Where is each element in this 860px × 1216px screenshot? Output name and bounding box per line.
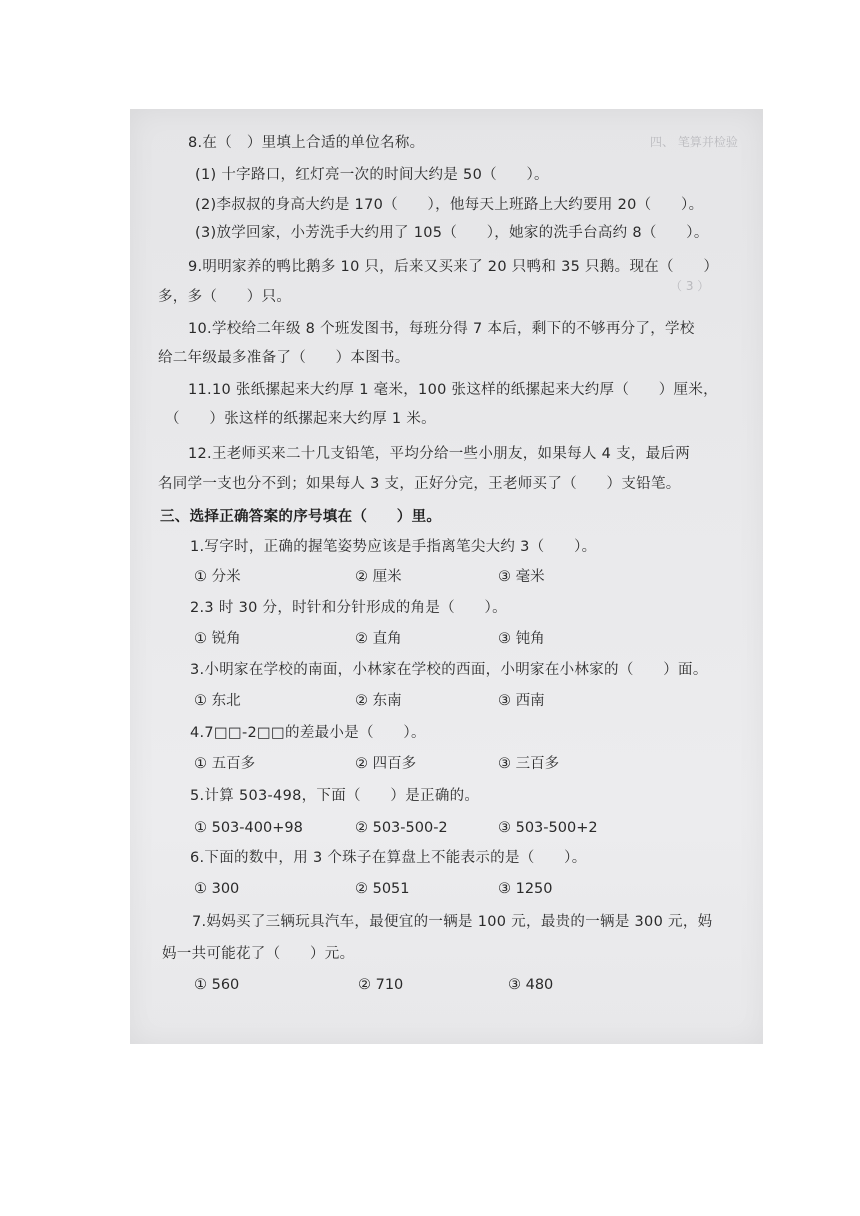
choice-q2-option-1: ① 锐角 xyxy=(194,631,241,647)
q12-line1: 12.王老师买来二十几支铅笔，平均分给一些小朋友，如果每人 4 支，最后两 xyxy=(188,446,691,462)
choice-q4: 4.7□□-2□□的差最小是（ ）。 xyxy=(190,725,426,741)
choice-q1: 1.写字时，正确的握笔姿势应该是手指离笔尖大约 3（ ）。 xyxy=(190,539,597,555)
choice-q3: 3.小明家在学校的南面，小林家在学校的西面，小明家在小林家的（ ）面。 xyxy=(190,662,708,678)
choice-q7-option-1: ① 560 xyxy=(194,977,240,993)
choice-q4-option-3: ③ 三百多 xyxy=(498,756,560,772)
choice-q2-option-3: ③ 钝角 xyxy=(498,631,545,647)
q12-line2: 名同学一支也分不到；如果每人 3 支，正好分完，王老师买了（ ）支铅笔。 xyxy=(158,476,681,492)
q8-title: 8.在（ ）里填上合适的单位名称。 xyxy=(188,135,425,151)
choice-q5: 5.计算 503-498，下面（ ）是正确的。 xyxy=(190,788,480,804)
choice-q5-option-1: ① 503-400+98 xyxy=(194,820,303,836)
q11-line1: 11.10 张纸摞起来大约厚 1 毫米，100 张这样的纸摞起来大约厚（ ）厘米， xyxy=(188,382,718,398)
choice-q5-option-3: ③ 503-500+2 xyxy=(498,820,598,836)
choice-q2-option-2: ② 直角 xyxy=(355,631,402,647)
choice-q6-option-3: ③ 1250 xyxy=(498,881,553,897)
q8-sub2: (2)李叔叔的身高大约是 170（ ），他每天上班路上大约要用 20（ ）。 xyxy=(195,197,704,213)
choice-q2: 2.3 时 30 分，时针和分针形成的角是（ ）。 xyxy=(190,600,507,616)
choice-q1-option-2: ② 厘米 xyxy=(355,569,402,585)
q10-line1: 10.学校给二年级 8 个班发图书，每班分得 7 本后，剩下的不够再分了，学校 xyxy=(188,321,695,337)
choice-q6-option-1: ① 300 xyxy=(194,881,240,897)
q9-line1: 9.明明家养的鸭比鹅多 10 只，后来又买来了 20 只鸭和 35 只鹅。现在（ ） xyxy=(188,259,719,275)
q11-line2: （ ）张这样的纸摞起来大约厚 1 米。 xyxy=(165,411,436,427)
choice-q5-option-2: ② 503-500-2 xyxy=(355,820,448,836)
choice-q1-option-1: ① 分米 xyxy=(194,569,241,585)
choice-q7-option-2: ② 710 xyxy=(358,977,404,993)
choice-q4-option-2: ② 四百多 xyxy=(355,756,417,772)
choice-q3-option-1: ① 东北 xyxy=(194,693,241,709)
section-3-heading: 三、选择正确答案的序号填在（ ）里。 xyxy=(160,509,442,525)
q8-sub1: (1) 十字路口，红灯亮一次的时间大约是 50（ ）。 xyxy=(195,167,549,183)
choice-q3-option-3: ③ 西南 xyxy=(498,693,545,709)
choice-q3-option-2: ② 东南 xyxy=(355,693,402,709)
choice-q7-line1: 7.妈妈买了三辆玩具汽车，最便宜的一辆是 100 元，最贵的一辆是 300 元，妈 xyxy=(192,914,713,930)
q8-sub3: (3)放学回家，小芳洗手大约用了 105（ ），她家的洗手台高约 8（ ）。 xyxy=(195,225,709,241)
choice-q7-option-3: ③ 480 xyxy=(508,977,554,993)
q10-line2: 给二年级最多准备了（ ）本图书。 xyxy=(158,350,410,366)
choice-q7-line2: 妈一共可能花了（ ）元。 xyxy=(162,946,355,962)
q9-line2: 多，多（ ）只。 xyxy=(158,289,292,305)
choice-q6: 6.下面的数中，用 3 个珠子在算盘上不能表示的是（ ）。 xyxy=(190,850,587,866)
choice-q4-option-1: ① 五百多 xyxy=(194,756,256,772)
choice-q6-option-2: ② 5051 xyxy=(355,881,410,897)
exam-page-photo: 四、 笔算并检验 （ 3 ） 8.在（ ）里填上合适的单位名称。 (1) 十字路口，红灯亮一次的时间大约是 50（ ）。 (2)李叔叔的身高大约是 170（ ），他每天上班路上大约要用 20（ ）。 (3)放学回家，小芳洗手大约用了 105（ ），她家的洗手台高约 8（ ）。 9.明明家养的鸭比鹅多 10 只，后来又买来了 20 只鸭和 35 只鹅。现在（ ） 多，多（ ）只。 10.学校给二年级 8 个班发图书，每班分得 7 本后，剩下的不够再分了，学校 给二年级最多准备了（ ）本图书。 11.10 张纸摞起来大约厚 1 毫米，100 张这样的纸摞起来大约厚（ ）厘米， （ ）张这样的纸摞起来大约厚 1 米。 12.王老师买来二十几支铅笔，平均分给一些小朋友，如果每人 4 支，最后两 名同学一支也分不到；如果每人 3 支，正好分完，王老师买了（ ）支铅笔。 三、选择正确答案的序号填在（ ）里。 1.写字时，正确的握笔姿势应该是手指离笔尖大约 3（ ）。 ① 分米 ② 厘米 ③ 毫米 2.3 时 30 分，时针和分针形成的角是（ ）。 ① 锐角 ② 直角 ③ 钝角 3.小明家在学校的南面，小林家在学校的西面，小明家在小林家的（ ）面。 ① 东北 ② 东南 ③ 西南 4.7□□-2□□的差最小是（ ）。 ① 五百多 ② 四百多 ③ 三百多 5.计算 503-498，下面（ ）是正确的。 ① 503-400+98 ② 503-500-2 ③ 503-500+2 6.下面的数中，用 3 个珠子在算盘上不能表示的是（ ）。 ① 300 ② 5051 ③ 1250 7.妈妈买了三辆玩具汽车，最便宜的一辆是 100 元，最贵的一辆是 300 元，妈 妈一共可能花了（ ）元。 ① 560 ② 710 ③ 480 xyxy=(130,109,763,1044)
choice-q1-option-3: ③ 毫米 xyxy=(498,569,545,585)
